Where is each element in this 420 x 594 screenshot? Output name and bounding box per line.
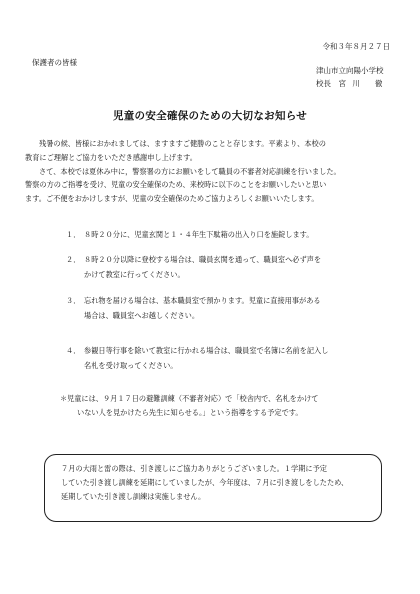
principal-name: 校長 宮 川 徹 bbox=[316, 79, 383, 88]
item-text: 参観日等行事を除いて教室に行かれる場合は、職員室で名簿に名前を記入し bbox=[84, 346, 329, 355]
item-text: かけて教室に行ってください。 bbox=[84, 269, 185, 279]
pickup-drill-notice-box bbox=[44, 454, 382, 522]
list-item bbox=[66, 344, 386, 373]
box-line: 延期していた引き渡し訓練は実施しません。 bbox=[61, 492, 206, 501]
recipient-line: 保護者の皆様 bbox=[32, 58, 77, 67]
body-paragraph-1 bbox=[25, 137, 392, 165]
item-text: ８時２０分以降に登校する場合は、職員玄関を通って、職員室へ必ず声を bbox=[84, 255, 322, 264]
body-line: さて、本校では夏休み中に，警察署の方にお願いをして職員の不審者対応訓練を行いました。 bbox=[39, 166, 341, 176]
body-line: 教育にご理解とご協力をいただき感謝申し上げます。 bbox=[25, 152, 197, 162]
list-item bbox=[66, 294, 386, 323]
box-line: していた引き渡し訓練を延期にしていましたが、今年度は、７月に引き渡しをしたため、 bbox=[61, 478, 349, 487]
item-number: １． bbox=[66, 230, 81, 239]
document-title: 児童の安全確保のための大切なお知らせ bbox=[112, 110, 308, 122]
item-number: ３． bbox=[66, 296, 81, 305]
item-number: ２． bbox=[66, 255, 81, 264]
school-name: 津山市立向陽小学校 bbox=[316, 66, 384, 75]
item-text: 忘れ物を届ける場合は、基本職員室で預かります。児童に直接用事がある bbox=[84, 296, 321, 305]
box-line: ７月の大雨と雷の際は、引き渡しにご協力ありがとうございました。１学期に予定 bbox=[61, 464, 327, 473]
body-line: 残暑の候、皆様におかれましては、ますますご健勝のことと存じます。平素より、本校の bbox=[39, 139, 326, 148]
list-item bbox=[66, 253, 386, 282]
item-number: ４． bbox=[66, 346, 81, 355]
item-text: 名札を受け取ってください。 bbox=[84, 360, 178, 370]
note-asterisk: ＊ bbox=[60, 394, 68, 403]
body-line: ます。ご不便をおかけしますが、児童の安全確保のためご協力よろしくお願いいたします。 bbox=[25, 194, 319, 204]
list-item bbox=[66, 228, 386, 243]
document-date: 令和３年８月２７日 bbox=[322, 42, 390, 51]
body-line: 警察の方のご指導を受け、児童の安全確保のため、来校時に以下のことをお願いしたいと思い bbox=[25, 180, 327, 190]
note-line: いない人を見かけたら先生に知らせる。」という指導をする予定です。 bbox=[77, 408, 303, 417]
item-text: ８時２０分に、児童玄関と１・４年生下駄箱の出入り口を施錠します。 bbox=[84, 230, 314, 239]
note-line: 児童には、９月１７日の避難訓練（不審者対応）で「校舎内で、名札をかけて bbox=[67, 394, 319, 403]
student-guidance-note bbox=[60, 392, 382, 420]
body-text bbox=[25, 137, 392, 206]
body-paragraph-2 bbox=[25, 165, 392, 206]
item-text: 場合は、職員室へお越しください。 bbox=[84, 310, 200, 320]
